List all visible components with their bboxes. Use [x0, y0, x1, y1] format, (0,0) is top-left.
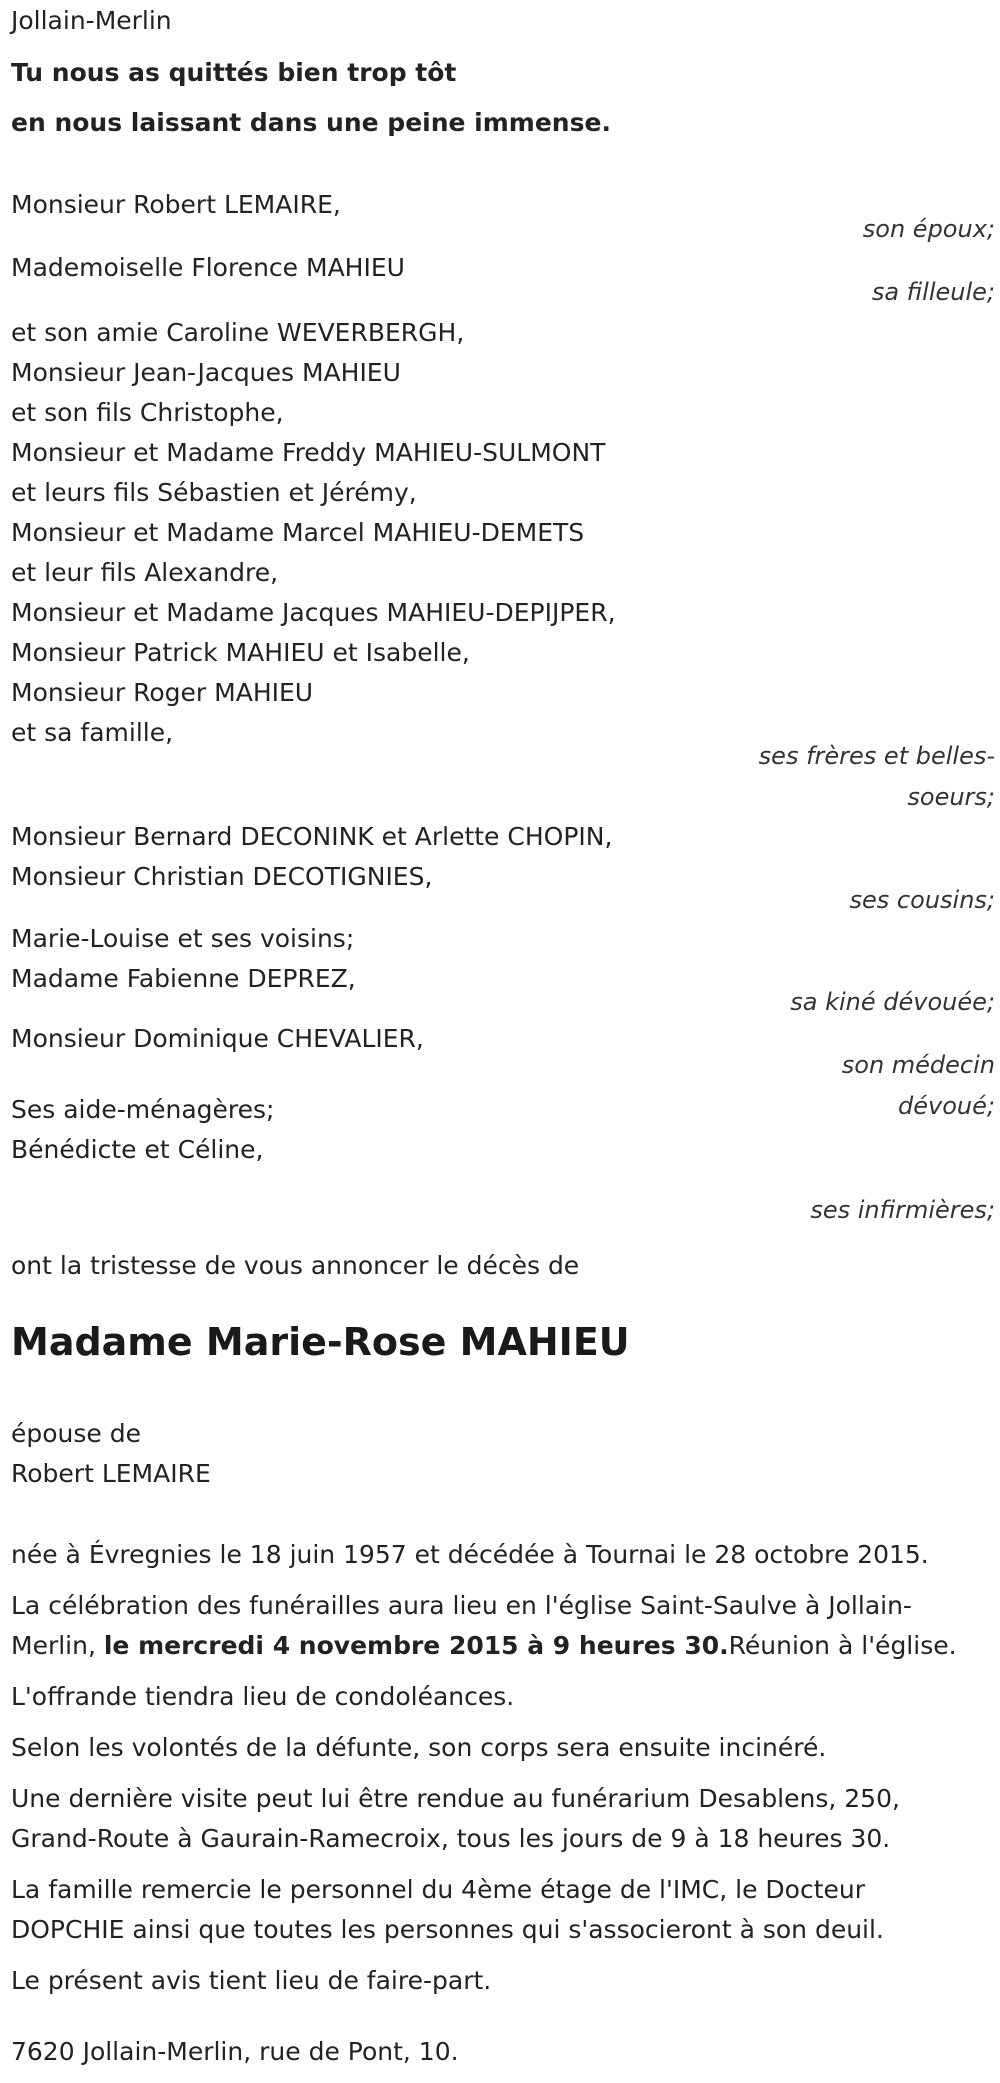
cousin-line: Monsieur Christian DECOTIGNIES,: [11, 862, 433, 891]
deceased-name: Madame Marie-Rose MAHIEU: [11, 1320, 630, 1364]
spouse-of-line-2: Robert LEMAIRE: [11, 1459, 211, 1488]
spouse-of-block: [11, 1414, 1000, 1494]
thanks-line-1: La famille remercie le personnel du 4ème étage de l'IMC, le Docteur: [11, 1875, 866, 1904]
ceremony-date: le mercredi 4 novembre 2015 à 9 heures 30.: [103, 1631, 729, 1660]
physio-relation: sa kiné dévouée;: [790, 988, 995, 1016]
sibling-line: Monsieur Roger MAHIEU: [11, 678, 314, 707]
ceremony-line-2: [11, 1626, 1000, 1666]
ceremony-meeting: Réunion à l'église.: [728, 1631, 957, 1660]
sibling-line: et leur fils Alexandre,: [11, 558, 279, 587]
nurses-relation: ses infirmières;: [810, 1196, 995, 1224]
locality: Jollain-Merlin: [11, 6, 172, 35]
address-text: 7620 Jollain-Merlin, rue de Pont, 10.: [11, 2037, 459, 2066]
siblings-relation: [695, 736, 995, 818]
sibling-line: et son fils Christophe,: [11, 398, 284, 427]
cousins-relation: ses cousins;: [849, 886, 995, 914]
visit-paragraph: [11, 1779, 1000, 1859]
announcement: ont la tristesse de vous annoncer le décès de: [11, 1251, 580, 1280]
sibling-line: et son amie Caroline WEVERBERGH,: [11, 318, 465, 347]
spouse-of-line-1: épouse de: [11, 1419, 141, 1448]
siblings-relation-line-2: soeurs;: [907, 783, 995, 811]
tagline-line-1: Tu nous as quittés bien trop tôt: [11, 58, 457, 87]
ceremony-paragraph: [11, 1586, 1000, 1666]
tagline-line-2: en nous laissant dans une peine immense.: [11, 108, 611, 137]
helpers-block: [11, 1090, 1000, 1170]
visit-line-2: Grand-Route à Gaurain-Ramecroix, tous les jours de 9 à 18 heures 30.: [11, 1824, 891, 1853]
ceremony-place: Merlin,: [11, 1631, 104, 1660]
cremation-text: Selon les volontés de la défunte, son corps sera ensuite incinéré.: [11, 1733, 827, 1762]
offering-line: [11, 1677, 1000, 1717]
sibling-line: et sa famille,: [11, 718, 174, 747]
physio-name: Madame Fabienne DEPREZ,: [11, 964, 356, 993]
nurses-name: Bénédicte et Céline,: [11, 1135, 264, 1164]
sibling-line: Monsieur et Madame Freddy MAHIEU-SULMONT: [11, 438, 606, 467]
cremation-line: [11, 1728, 1000, 1768]
birth-death-text: née à Évregnies le 18 juin 1957 et décédée à Tournai le 28 octobre 2015.: [11, 1540, 929, 1569]
spouse-name: Monsieur Robert LEMAIRE,: [11, 190, 341, 219]
sibling-line: Monsieur Patrick MAHIEU et Isabelle,: [11, 638, 470, 667]
thanks-paragraph: [11, 1870, 1000, 1950]
sibling-line: Monsieur Jean-Jacques MAHIEU: [11, 358, 401, 387]
notice-line: [11, 1961, 1000, 2001]
neighbours-line: Marie-Louise et ses voisins;: [11, 924, 355, 953]
siblings-relation-line-1: ses frères et belles-: [758, 742, 995, 770]
doctor-name: Monsieur Dominique CHEVALIER,: [11, 1024, 424, 1053]
offering-text: L'offrande tiendra lieu de condoléances.: [11, 1682, 515, 1711]
helpers-line: Ses aide-ménagères;: [11, 1095, 275, 1124]
cousin-line: Monsieur Bernard DECONINK et Arlette CHOPIN,: [11, 822, 613, 851]
visit-line-1: Une dernière visite peut lui être rendue au funérarium Desablens, 250,: [11, 1784, 900, 1813]
sibling-line: Monsieur et Madame Marcel MAHIEU-DEMETS: [11, 518, 585, 547]
sibling-line: et leurs fils Sébastien et Jérémy,: [11, 478, 417, 507]
sibling-line: Monsieur et Madame Jacques MAHIEU-DEPIJPER,: [11, 598, 616, 627]
doctor-relation-line-1: son médecin: [841, 1051, 995, 1079]
goddaughter-relation: sa filleule;: [871, 278, 995, 306]
ceremony-line-1: La célébration des funérailles aura lieu en l'église Saint-Saulve à Jollain-: [11, 1591, 912, 1620]
doctor-relation-line-2: dévoué;: [898, 1092, 995, 1120]
goddaughter-name: Mademoiselle Florence MAHIEU: [11, 253, 405, 282]
birth-death-line: [11, 1535, 1000, 1575]
notice-text: Le présent avis tient lieu de faire-part.: [11, 1966, 492, 1995]
address-line: [11, 2032, 1000, 2072]
thanks-line-2: DOPCHIE ainsi que toutes les personnes qui s'associeront à son deuil.: [11, 1915, 884, 1944]
spouse-relation: son époux;: [862, 215, 995, 243]
siblings-list: [11, 313, 1000, 753]
